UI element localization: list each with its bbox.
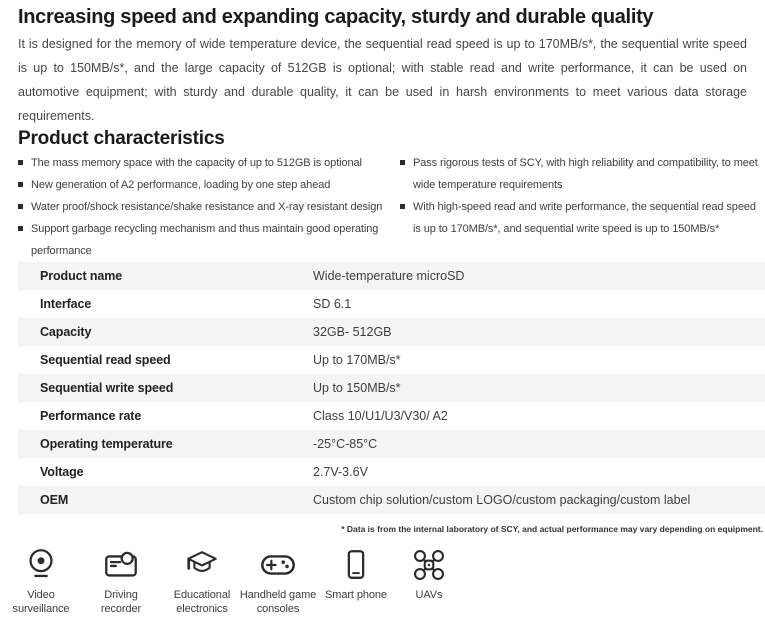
bullet-text: Support garbage recycling mechanism and thus maintain good operating performance [31,223,379,257]
bullet-column-left [18,152,390,262]
spec-label: Performance rate [40,409,142,423]
application-item-educational-electronics [158,546,246,616]
spec-row-oem [18,486,765,514]
bullet-square-icon [18,160,23,165]
bullet-item [18,174,390,196]
bullet-text: Water proof/shock resistance/shake resistance and X-ray resistant design [31,201,383,213]
application-label: Driving recorder [100,589,142,615]
handheld-game-consoles-icon [259,546,297,584]
spec-label: OEM [40,493,69,507]
bullet-item [400,196,758,240]
spec-label: Operating temperature [40,437,173,451]
bullet-column-right [400,152,758,262]
spec-row-voltage [18,458,765,486]
spec-label: Capacity [40,325,92,339]
spec-value: -25°C-85°C [313,437,378,451]
application-label: Educational electronics [173,589,231,615]
spec-label: Sequential read speed [40,353,171,367]
application-item-handheld-game-consoles [234,546,322,616]
application-item-uavs [394,546,464,603]
smart-phone-icon [337,546,375,584]
intro-paragraph: It is designed for the memory of wide temperature device, the sequential read speed is up to 170MB/s*, the sequential write speed is up to 150MB/s*, and the large capacity of 512GB is optional; with stable read and write performance, it can be used on automotive equipment; with sturdy and durable quality, it can be used in harsh environments to meet various data storage requirements. [18,37,747,123]
spec-row-operating-temperature [18,430,765,458]
applications-row [0,546,765,620]
page-title: Increasing speed and expanding capacity, sturdy and durable quality [18,6,654,28]
application-label: UAVs [415,589,443,601]
bullet-square-icon [18,204,23,209]
educational-electronics-icon [183,546,221,584]
spec-value: Class 10/U1/U3/V30/ A2 [313,409,448,423]
application-label: Handheld game consoles [239,589,317,615]
application-label: Smart phone [325,589,387,601]
spec-label: Interface [40,297,92,311]
spec-value: Wide-temperature microSD [313,269,465,283]
bullet-text: New generation of A2 performance, loading by one step ahead [31,179,331,191]
spec-row-product-name [18,262,765,290]
bullet-square-icon [400,160,405,165]
application-item-smart-phone [320,546,392,603]
application-item-driving-recorder [84,546,158,616]
spec-label: Voltage [40,465,84,479]
bullet-item [18,196,390,218]
spec-label: Sequential write speed [40,381,174,395]
spec-row-performance-rate [18,402,765,430]
spec-value: 2.7V-3.6V [313,465,368,479]
spec-value: SD 6.1 [313,297,352,311]
spec-row-sequential-read-speed [18,346,765,374]
bullet-square-icon [18,226,23,231]
bullet-item [18,152,390,174]
section-heading-product-characteristics: Product characteristics [18,128,225,149]
driving-recorder-icon [102,546,140,584]
bullet-item [18,218,390,262]
spec-value: 32GB- 512GB [313,325,392,339]
spec-label: Product name [40,269,123,283]
spec-value: Up to 170MB/s* [313,353,401,367]
bullet-text: With high-speed read and write performance, the sequential read speed is up to 170MB/s*, and sequential write speed is up to 150MB/s* [413,201,756,235]
characteristics-bullets [18,152,765,262]
application-label: Video surveillance [12,589,70,615]
bullet-text: Pass rigorous tests of SCY, with high reliability and compatibility, to meet wide temperature requirements [413,157,758,191]
bullet-item [400,152,758,196]
spec-row-interface [18,290,765,318]
spec-row-capacity [18,318,765,346]
footnote: * Data is from the internal laboratory of SCY, and actual performance may vary depending on equipment. [341,524,763,534]
spec-value: Custom chip solution/custom LOGO/custom packaging/custom label [313,493,691,507]
uavs-icon [410,546,448,584]
bullet-square-icon [18,182,23,187]
bullet-square-icon [400,204,405,209]
bullet-text: The mass memory space with the capacity of up to 512GB is optional [31,157,362,169]
video-surveillance-icon [22,546,60,584]
spec-table [18,262,765,514]
spec-row-sequential-write-speed [18,374,765,402]
application-item-video-surveillance [7,546,75,616]
spec-value: Up to 150MB/s* [313,381,401,395]
